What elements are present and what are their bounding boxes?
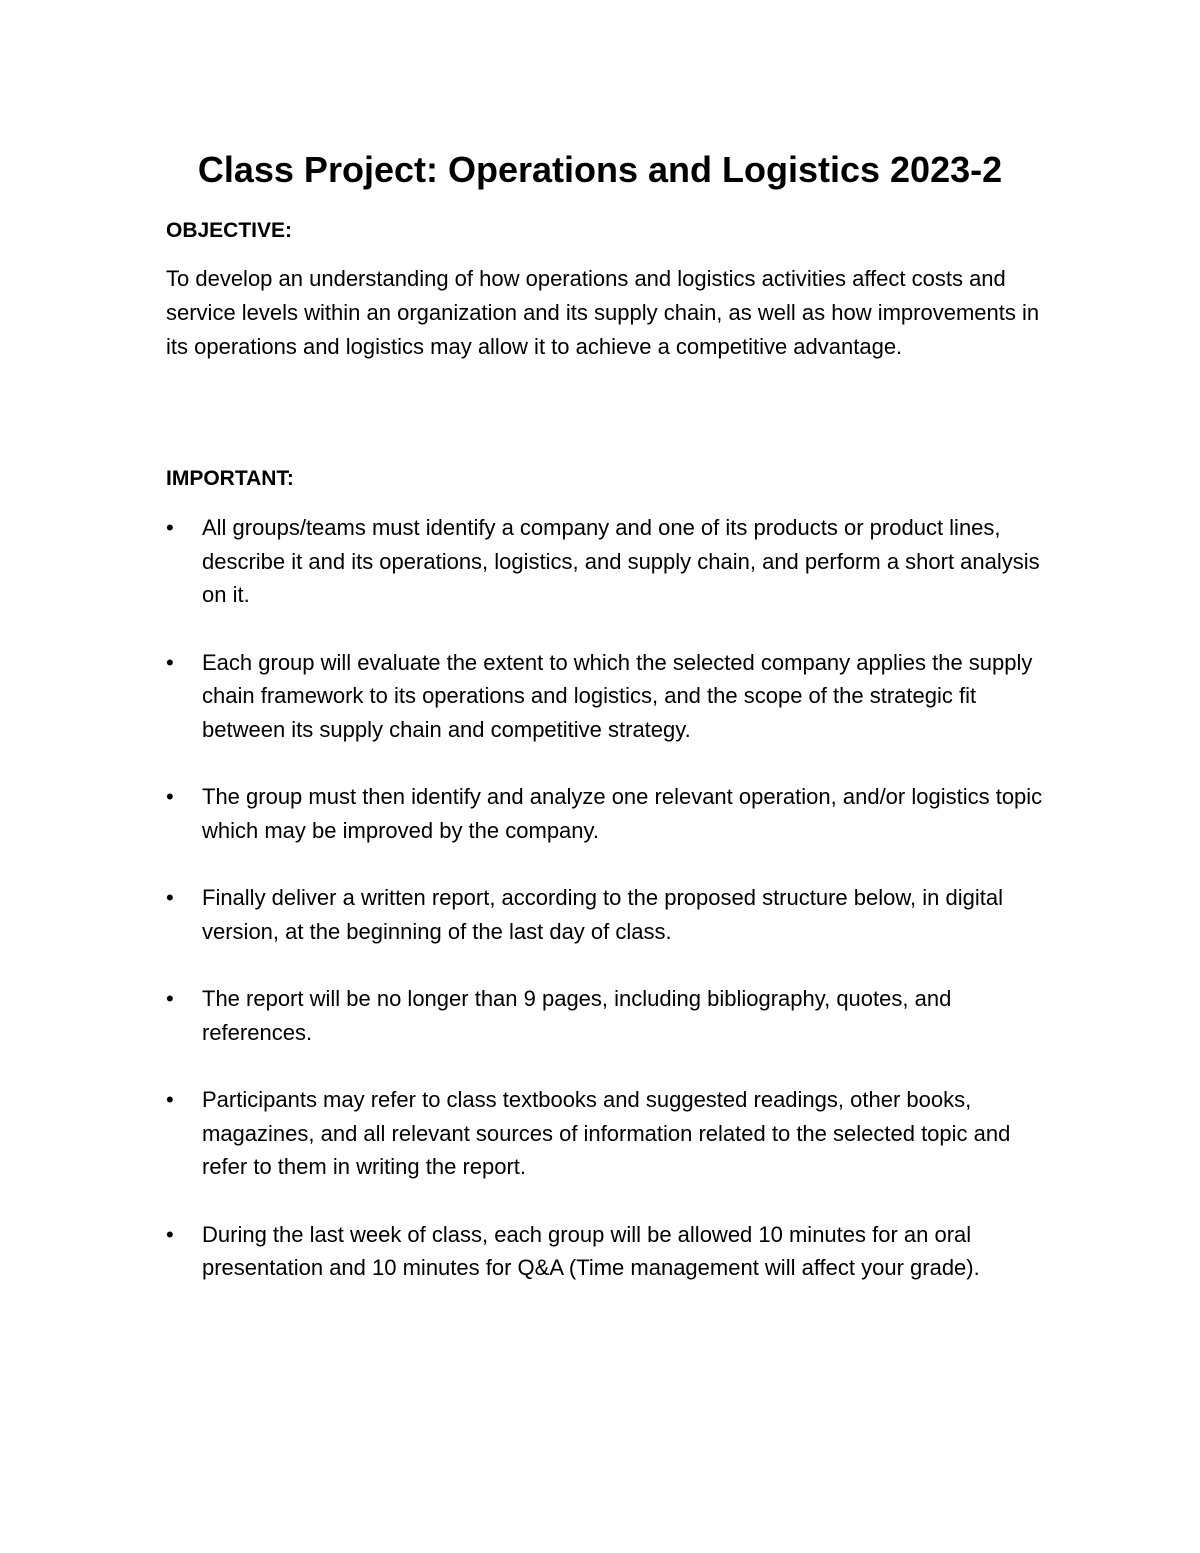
list-item-text: Each group will evaluate the extent to which the selected company applies the supply chain framework to its operations and logistics, and the scope of the strategic fit between its supply chain and competitive strategy. [202, 649, 1033, 742]
document-title: Class Project: Operations and Logistics 2023-2 [197, 149, 1003, 190]
list-item-text: During the last week of class, each group will be allowed 10 minutes for an oral presentation and 10 minutes for Q&A (Time management will affect your grade). [202, 1221, 980, 1280]
bullet-icon: • [166, 784, 174, 809]
list-item-text: All groups/teams must identify a company and one of its products or product lines, describe it and its operations, logistics, and supply chain, and perform a short analysis on it. [202, 515, 1040, 607]
list-item [166, 1083, 1046, 1184]
objective-heading: OBJECTIVE: [166, 219, 293, 242]
bullet-icon: • [166, 649, 174, 675]
bullet-icon: • [166, 885, 174, 910]
important-heading: IMPORTANT: [166, 467, 294, 490]
list-item [166, 1218, 1046, 1285]
bullet-icon: • [166, 1087, 174, 1112]
list-item [166, 982, 1046, 1049]
list-item [166, 511, 1046, 612]
list-item-text: Participants may refer to class textbooks and suggested readings, other books, magazines, and all relevant sources of information related to the selected topic and refer to them in writing the report. [202, 1087, 1011, 1179]
list-item [166, 881, 1046, 948]
bullet-icon: • [166, 986, 174, 1011]
bullet-icon: • [166, 1221, 174, 1247]
list-item-text: The report will be no longer than 9 pages, including bibliography, quotes, and references. [202, 986, 952, 1045]
important-list [166, 511, 1046, 1319]
list-item-text: Finally deliver a written report, according to the proposed structure below, in digital version, at the beginning of the last day of class. [202, 885, 1003, 944]
list-item [166, 780, 1046, 847]
list-item [166, 646, 1046, 747]
objective-text: To develop an understanding of how operations and logistics activities affect costs and service levels within an organization and its supply chain, as well as how improvements in its operations and logistics may allow it to achieve a competitive advantage. [166, 266, 1040, 359]
bullet-icon: • [166, 515, 174, 540]
list-item-text: The group must then identify and analyze one relevant operation, and/or logistics topic which may be improved by the company. [202, 784, 1043, 843]
